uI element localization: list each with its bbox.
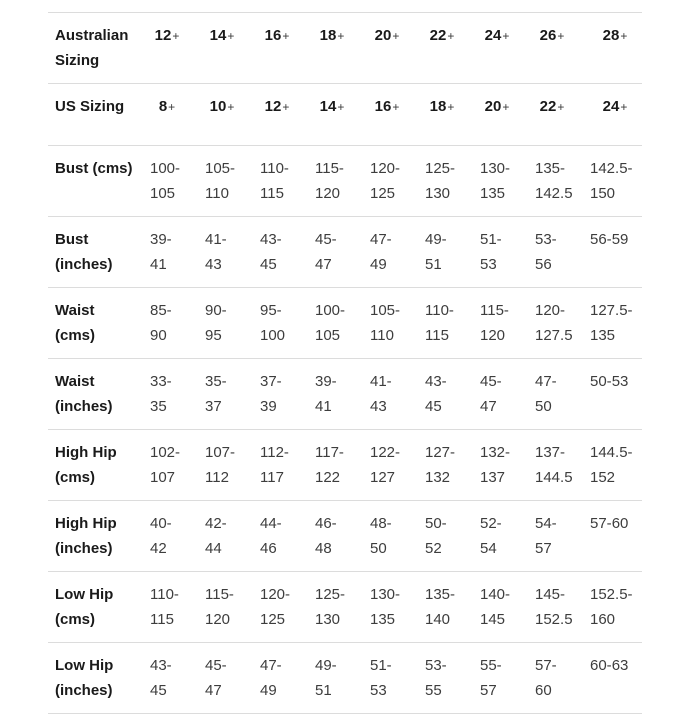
measurement-segment: 137 <box>480 469 506 486</box>
measurement-cell <box>365 288 420 359</box>
measurement-segment: 105- <box>370 302 401 319</box>
size-number: 22 <box>429 27 447 44</box>
table-row <box>48 146 642 217</box>
measurement-cell <box>310 217 365 288</box>
measurement-cell <box>420 501 475 572</box>
measurement-segment: 110- <box>150 586 179 603</box>
measurement-cell <box>145 359 200 430</box>
measurement-segment: 100- <box>315 302 346 319</box>
plus-sign: + <box>447 29 455 43</box>
measurement-segment: 100 <box>260 327 286 344</box>
measurement-segment: 120- <box>535 302 566 319</box>
measurement-segment: 127- <box>425 444 456 461</box>
measurement-cell <box>475 430 530 501</box>
measurement-cell <box>475 572 530 643</box>
size-chart-body <box>48 13 642 714</box>
measurement-cell <box>585 288 642 359</box>
plus-sign: + <box>282 100 290 114</box>
measurement-cell <box>365 146 420 217</box>
measurement-segment: 41- <box>370 373 392 390</box>
table-row <box>48 643 642 714</box>
measurement-segment: 120- <box>370 160 401 177</box>
measurement-segment: 127 <box>370 469 396 486</box>
measurement-cell <box>310 359 365 430</box>
measurement-cell <box>200 146 255 217</box>
size-number: 24 <box>484 27 502 44</box>
measurement-segment: 46 <box>260 540 277 557</box>
measurement-segment: 52- <box>480 515 502 532</box>
measurement-segment: 115 <box>150 611 174 628</box>
measurement-segment: 107 <box>150 469 176 486</box>
measurement-cell <box>530 146 585 217</box>
measurement-cell <box>255 359 310 430</box>
measurement-segment: 115- <box>315 160 344 177</box>
measurement-segment: 152 <box>590 469 616 486</box>
plus-sign: + <box>282 29 290 43</box>
measurement-segment: 51 <box>315 682 332 699</box>
measurement-segment: 145- <box>535 586 566 603</box>
size-number: 14 <box>209 27 227 44</box>
measurement-segment: 57 <box>535 540 552 557</box>
measurement-segment: 40- <box>150 515 172 532</box>
measurement-segment: 42 <box>150 540 167 557</box>
plus-sign: + <box>392 100 400 114</box>
measurement-segment: 39- <box>150 231 172 248</box>
measurement-segment: 102- <box>150 444 181 461</box>
measurement-segment: 49 <box>370 256 387 273</box>
measurement-cell <box>200 288 255 359</box>
measurement-cell <box>255 217 310 288</box>
measurement-segment: 115 <box>260 185 284 202</box>
measurement-cell <box>475 288 530 359</box>
measurement-cell <box>530 572 585 643</box>
measurement-segment: 125 <box>370 185 396 202</box>
measurement-cell <box>585 501 642 572</box>
measurement-segment: 135- <box>425 586 456 603</box>
measurement-segment: 49- <box>425 231 447 248</box>
measurement-segment: 135- <box>535 160 566 177</box>
measurement-cell <box>145 643 200 714</box>
size-header-cell <box>255 13 310 84</box>
measurement-cell <box>145 430 200 501</box>
measurement-segment: 125 <box>260 611 286 628</box>
row-label: Waist (inches) <box>55 373 113 415</box>
measurement-cell <box>200 572 255 643</box>
measurement-segment: 105 <box>315 327 341 344</box>
plus-sign: + <box>227 100 235 114</box>
measurement-cell <box>530 643 585 714</box>
size-header-cell <box>365 84 420 146</box>
measurement-segment: 43 <box>205 256 222 273</box>
plus-sign: + <box>447 100 455 114</box>
measurement-segment: 33- <box>150 373 172 390</box>
measurement-cell <box>475 359 530 430</box>
size-number: 12 <box>154 27 172 44</box>
measurement-segment: 122- <box>370 444 401 461</box>
row-label: Australian Sizing <box>55 27 129 69</box>
measurement-segment: 39 <box>260 398 277 415</box>
measurement-segment: 49 <box>260 682 277 699</box>
measurement-segment: 41- <box>205 231 227 248</box>
size-number: 14 <box>319 98 337 115</box>
measurement-segment: 44 <box>205 540 222 557</box>
measurement-segment: 130 <box>315 611 341 628</box>
measurement-cell <box>200 501 255 572</box>
size-number: 26 <box>539 27 557 44</box>
measurement-segment: 43 <box>370 398 387 415</box>
measurement-segment: 90- <box>205 302 227 319</box>
measurement-segment: 115- <box>480 302 509 319</box>
measurement-segment: 110- <box>260 160 289 177</box>
plus-sign: + <box>227 29 235 43</box>
measurement-cell <box>310 572 365 643</box>
measurement-segment: 127.5 <box>535 327 573 344</box>
plus-sign: + <box>172 29 180 43</box>
plus-sign: + <box>502 29 510 43</box>
measurement-cell <box>475 501 530 572</box>
size-header-cell <box>145 84 200 146</box>
measurement-cell <box>530 501 585 572</box>
plus-sign: + <box>168 100 176 114</box>
measurement-segment: 57- <box>535 657 557 674</box>
size-number: 28 <box>602 27 620 44</box>
measurement-cell <box>420 217 475 288</box>
row-label: Low Hip (cms) <box>55 586 114 628</box>
measurement-segment: 144.5- <box>590 444 633 461</box>
measurement-segment: 42- <box>205 515 227 532</box>
plus-sign: + <box>557 100 565 114</box>
measurement-segment: 48- <box>370 515 392 532</box>
row-label: Bust (cms) <box>55 160 133 177</box>
measurement-segment: 127.5- <box>590 302 633 319</box>
measurement-cell <box>200 430 255 501</box>
measurement-segment: 60 <box>611 515 629 532</box>
measurement-segment: 144.5 <box>535 469 573 486</box>
measurement-segment: 43- <box>425 373 447 390</box>
size-number: 22 <box>539 98 557 115</box>
measurement-segment: 51 <box>425 256 442 273</box>
measurement-cell <box>145 146 200 217</box>
measurement-segment: 110 <box>370 327 394 344</box>
measurement-segment: 95- <box>260 302 282 319</box>
row-label: High Hip (cms) <box>55 444 117 486</box>
measurement-segment: 41 <box>315 398 332 415</box>
size-header-cell <box>420 84 475 146</box>
row-label: High Hip (inches) <box>55 515 117 557</box>
measurement-cell <box>365 572 420 643</box>
measurement-cell <box>365 430 420 501</box>
measurement-segment: 115- <box>205 586 234 603</box>
measurement-segment: 130 <box>425 185 451 202</box>
measurement-cell <box>255 430 310 501</box>
measurement-segment: 53 <box>480 256 497 273</box>
measurement-segment: 53- <box>425 657 447 674</box>
measurement-segment: 135 <box>480 185 506 202</box>
measurement-cell <box>420 572 475 643</box>
measurement-segment: 45 <box>425 398 442 415</box>
measurement-segment: 90 <box>150 327 167 344</box>
size-chart-table <box>48 12 642 714</box>
size-number: 12 <box>264 98 282 115</box>
measurement-cell <box>420 359 475 430</box>
row-label: US Sizing <box>55 98 125 115</box>
measurement-segment: 130- <box>480 160 511 177</box>
measurement-segment: 55- <box>480 657 502 674</box>
measurement-segment: 122 <box>315 469 341 486</box>
plus-sign: + <box>337 29 345 43</box>
measurement-cell <box>475 217 530 288</box>
measurement-segment: 125- <box>315 586 346 603</box>
measurement-segment: 120 <box>480 327 506 344</box>
measurement-segment: 45- <box>205 657 227 674</box>
measurement-segment: 37- <box>260 373 282 390</box>
measurement-segment: 160 <box>590 611 616 628</box>
measurement-cell <box>475 146 530 217</box>
plus-sign: + <box>337 100 345 114</box>
measurement-segment: 142.5- <box>590 160 633 177</box>
measurement-segment: 59 <box>611 231 629 248</box>
table-row <box>48 359 642 430</box>
measurement-segment: 39- <box>315 373 337 390</box>
measurement-segment: 50 <box>535 398 552 415</box>
measurement-segment: 112 <box>205 469 229 486</box>
measurement-segment: 50 <box>370 540 387 557</box>
measurement-segment: 135 <box>370 611 396 628</box>
measurement-cell <box>200 217 255 288</box>
measurement-cell <box>365 217 420 288</box>
measurement-segment: 140 <box>425 611 451 628</box>
size-number: 24 <box>602 98 620 115</box>
measurement-cell <box>475 643 530 714</box>
measurement-segment: 53- <box>535 231 557 248</box>
measurement-cell <box>200 359 255 430</box>
size-header-cell <box>310 84 365 146</box>
measurement-segment: 57 <box>480 682 497 699</box>
size-number: 16 <box>374 98 392 115</box>
size-number: 20 <box>484 98 502 115</box>
measurement-segment: 35 <box>150 398 167 415</box>
measurement-segment: 142.5 <box>535 185 573 202</box>
table-row <box>48 572 642 643</box>
measurement-segment: 35- <box>205 373 227 390</box>
size-number: 18 <box>429 98 447 115</box>
measurement-segment: 150 <box>590 185 616 202</box>
measurement-cell <box>585 643 642 714</box>
size-header-cell <box>420 13 475 84</box>
size-header-cell <box>530 13 585 84</box>
size-header-cell <box>475 13 530 84</box>
size-header-cell <box>255 84 310 146</box>
measurement-segment: 132 <box>425 469 451 486</box>
measurement-segment: 110 <box>205 185 229 202</box>
measurement-cell <box>585 217 642 288</box>
measurement-cell <box>420 430 475 501</box>
measurement-segment: 57- <box>590 515 612 532</box>
size-number: 20 <box>374 27 392 44</box>
measurement-segment: 135 <box>590 327 616 344</box>
measurement-cell <box>365 359 420 430</box>
size-number: 10 <box>209 98 227 115</box>
measurement-cell <box>255 572 310 643</box>
row-label: Low Hip (inches) <box>55 657 114 699</box>
size-header-cell <box>145 13 200 84</box>
measurement-cell <box>145 572 200 643</box>
measurement-segment: 60- <box>590 657 612 674</box>
measurement-segment: 137- <box>535 444 566 461</box>
measurement-segment: 117- <box>315 444 344 461</box>
size-header-cell <box>530 84 585 146</box>
measurement-segment: 47- <box>370 231 392 248</box>
measurement-segment: 37 <box>205 398 222 415</box>
table-row <box>48 84 642 146</box>
measurement-segment: 45- <box>480 373 502 390</box>
size-header-cell <box>585 84 642 146</box>
row-label: Bust (inches) <box>55 231 113 273</box>
measurement-segment: 50- <box>590 373 612 390</box>
measurement-segment: 85- <box>150 302 172 319</box>
measurement-segment: 60 <box>535 682 552 699</box>
plus-sign: + <box>392 29 400 43</box>
table-row <box>48 217 642 288</box>
measurement-segment: 56- <box>590 231 612 248</box>
measurement-segment: 43- <box>150 657 172 674</box>
table-row <box>48 501 642 572</box>
measurement-segment: 120 <box>315 185 341 202</box>
measurement-segment: 47 <box>480 398 497 415</box>
measurement-segment: 130- <box>370 586 401 603</box>
plus-sign: + <box>620 29 628 43</box>
measurement-segment: 51- <box>480 231 502 248</box>
measurement-segment: 46- <box>315 515 337 532</box>
plus-sign: + <box>502 100 510 114</box>
size-header-cell <box>200 13 255 84</box>
measurement-segment: 45 <box>150 682 167 699</box>
measurement-segment: 52 <box>425 540 442 557</box>
size-header-cell <box>310 13 365 84</box>
measurement-segment: 120 <box>205 611 231 628</box>
measurement-segment: 45 <box>260 256 277 273</box>
measurement-segment: 53 <box>611 373 629 390</box>
measurement-segment: 145 <box>480 611 506 628</box>
measurement-segment: 107- <box>205 444 236 461</box>
size-header-cell <box>585 13 642 84</box>
measurement-cell <box>145 217 200 288</box>
measurement-segment: 152.5- <box>590 586 633 603</box>
measurement-cell <box>530 217 585 288</box>
measurement-segment: 48 <box>315 540 332 557</box>
measurement-segment: 55 <box>425 682 442 699</box>
measurement-cell <box>365 643 420 714</box>
measurement-segment: 41 <box>150 256 167 273</box>
measurement-cell <box>585 146 642 217</box>
measurement-cell <box>365 501 420 572</box>
row-label: Waist (cms) <box>55 302 96 344</box>
measurement-segment: 110- <box>425 302 454 319</box>
measurement-cell <box>530 430 585 501</box>
measurement-cell <box>585 430 642 501</box>
measurement-segment: 63 <box>611 657 629 674</box>
measurement-cell <box>310 643 365 714</box>
size-number: 16 <box>264 27 282 44</box>
table-row <box>48 13 642 84</box>
measurement-cell <box>530 288 585 359</box>
measurement-cell <box>145 288 200 359</box>
measurement-segment: 47 <box>205 682 222 699</box>
measurement-cell <box>420 643 475 714</box>
table-row <box>48 430 642 501</box>
measurement-cell <box>310 430 365 501</box>
measurement-cell <box>310 501 365 572</box>
measurement-segment: 117 <box>260 469 284 486</box>
measurement-segment: 132- <box>480 444 511 461</box>
plus-sign: + <box>620 100 628 114</box>
measurement-segment: 44- <box>260 515 282 532</box>
measurement-cell <box>310 288 365 359</box>
measurement-segment: 53 <box>370 682 387 699</box>
measurement-cell <box>255 146 310 217</box>
measurement-cell <box>200 643 255 714</box>
measurement-cell <box>255 288 310 359</box>
measurement-segment: 47- <box>535 373 557 390</box>
table-row <box>48 288 642 359</box>
plus-sign: + <box>557 29 565 43</box>
size-header-cell <box>200 84 255 146</box>
measurement-segment: 54- <box>535 515 557 532</box>
measurement-cell <box>530 359 585 430</box>
measurement-segment: 100- <box>150 160 181 177</box>
measurement-cell <box>145 501 200 572</box>
measurement-segment: 112- <box>260 444 289 461</box>
size-header-cell <box>475 84 530 146</box>
measurement-segment: 105- <box>205 160 236 177</box>
size-header-cell <box>365 13 420 84</box>
measurement-segment: 50- <box>425 515 447 532</box>
measurement-cell <box>310 146 365 217</box>
measurement-segment: 56 <box>535 256 552 273</box>
measurement-segment: 45- <box>315 231 337 248</box>
measurement-segment: 51- <box>370 657 392 674</box>
measurement-segment: 54 <box>480 540 497 557</box>
measurement-cell <box>585 359 642 430</box>
measurement-segment: 105 <box>150 185 176 202</box>
measurement-segment: 125- <box>425 160 456 177</box>
measurement-segment: 115 <box>425 327 449 344</box>
measurement-cell <box>585 572 642 643</box>
measurement-cell <box>255 501 310 572</box>
measurement-segment: 140- <box>480 586 511 603</box>
measurement-segment: 120- <box>260 586 291 603</box>
measurement-segment: 47- <box>260 657 282 674</box>
size-number: 18 <box>319 27 337 44</box>
measurement-segment: 47 <box>315 256 332 273</box>
measurement-cell <box>420 288 475 359</box>
measurement-segment: 49- <box>315 657 337 674</box>
size-number: 8 <box>158 98 168 115</box>
measurement-segment: 95 <box>205 327 222 344</box>
measurement-segment: 152.5 <box>535 611 573 628</box>
measurement-cell <box>420 146 475 217</box>
measurement-cell <box>255 643 310 714</box>
measurement-segment: 43- <box>260 231 282 248</box>
